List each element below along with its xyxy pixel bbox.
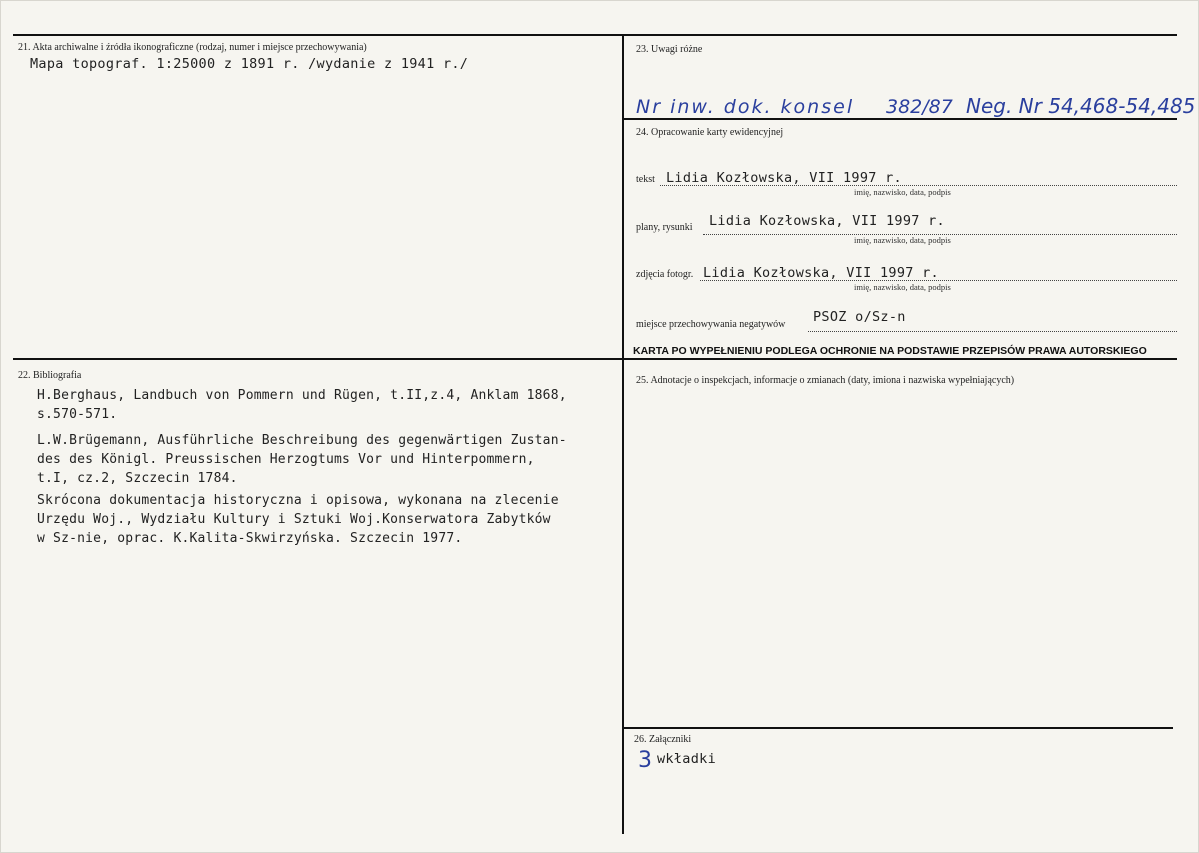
s23-underline [623,118,1177,120]
handwritten-negative-numbers: Neg. Nr 54,468-54,485 [966,94,1196,118]
attachments-count-handwritten: 3 [638,748,652,773]
plany-label: plany, rysunki [636,222,693,233]
bibliography-entry: L.W.Brügemann, Ausführliche Beschreibung des gegenwärtigen Zustan- des des Königl. Preussischen Herzogtums Vor und Hinterpommern, t.I, cz.2, Szczecin 1784. [37,433,567,486]
plany-hint: imię, nazwisko, data, podpis [854,235,951,245]
section-24-label: 24. Opracowanie karty ewidencyjnej [636,127,784,138]
section-23-label: 23. Uwagi różne [636,44,703,55]
tekst-hint: imię, nazwisko, data, podpis [854,187,951,197]
miejsce-label: miejsce przechowywania negatywów [636,319,786,330]
center-divider [622,34,624,834]
tekst-label: tekst [636,174,655,185]
miejsce-value: PSOZ o/Sz-n [813,309,906,325]
tekst-value: Lidia Kozłowska, VII 1997 r. [666,170,902,186]
top-border [13,34,1177,36]
zdjecia-value: Lidia Kozłowska, VII 1997 r. [703,265,939,281]
s26-top-border [623,727,1173,729]
miejsce-dotted-line [808,330,1177,332]
copyright-warning: KARTA PO WYPEŁNIENIU PODLEGA OCHRONIE NA PODSTAWIE PRZEPISÓW PRAWA AUTORSKIEGO [633,345,1147,357]
bibliography-entry: Skrócona dokumentacja historyczna i opisowa, wykonana na zlecenie Urzędu Woj., Wydziału Kultury i Sztuki Woj.Konserwatora Zabytków w Sz-nie, oprac. K.Kalita-Skwirzyńska. Szczecin 1977. [37,493,559,546]
section-22-label: 22. Bibliografia [18,370,82,381]
bibliography-entry: H.Berghaus, Landbuch von Pommern und Rügen, t.II,z.4, Anklam 1868, s.570-571. [37,388,567,422]
zdjecia-hint: imię, nazwisko, data, podpis [854,282,951,292]
section-25-label: 25. Adnotacje o inspekcjach, informacje o zmianach (daty, imiona i nazwiska wypełniających) [636,375,1015,386]
handwritten-inventory-number: 382/87 [886,96,953,118]
plany-value: Lidia Kozłowska, VII 1997 r. [709,213,945,229]
middle-divider [13,358,1177,360]
attachments-text: wkładki [657,751,716,767]
section-21-label: 21. Akta archiwalne i źródła ikonograficzne (rodzaj, numer i miejsce przechowywania) [18,42,367,53]
section-21-text: Mapa topograf. 1:25000 z 1891 r. /wydanie z 1941 r./ [30,56,469,72]
handwritten-inventory-note: Nr inw. dok. konsel [636,96,855,118]
zdjecia-label: zdjęcia fotogr. [636,269,694,280]
section-26-label: 26. Załączniki [634,734,692,745]
